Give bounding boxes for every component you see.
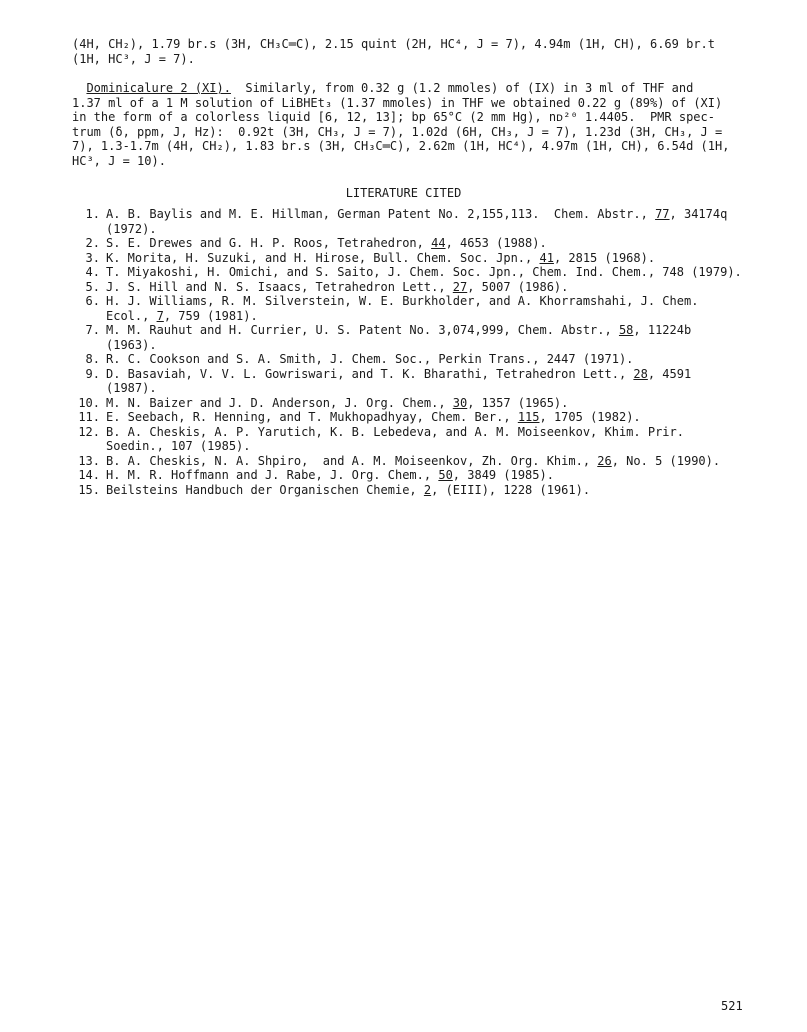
reference-number: 5.: [85, 279, 100, 294]
reference-part: K. Morita, H. Suzuki, and H. Hirose, Bull. Chem. Soc. Jpn.,: [106, 250, 540, 265]
reference-item: [60, 396, 760, 411]
reference-text: [106, 251, 655, 266]
reference-part: B. A. Cheskis, N. A. Shpiro, and A. M. Moiseenkov, Zh. Org. Khim.,: [106, 453, 598, 468]
reference-item: [60, 352, 760, 367]
reference-part: , 11224b: [633, 323, 692, 337]
reference-text: [106, 236, 547, 251]
volume-number: 44: [431, 236, 446, 250]
reference-item: [60, 367, 760, 396]
reference-part: , 4653 (1988).: [445, 236, 547, 250]
reference-number: 10.: [78, 395, 100, 410]
reference-part: Beilsteins Handbuch der Organischen Chemie,: [106, 482, 424, 497]
reference-text: [106, 280, 568, 295]
reference-item: [60, 454, 760, 469]
compound-heading: Dominicalure 2 (XI).: [86, 81, 231, 95]
reference-part: , 1705 (1982).: [539, 410, 641, 424]
reference-part: H. J. Williams, R. M. Silverstein, W. E. Burkholder, and A. Khorramshahi, J. Chem.: [106, 294, 699, 308]
text-line: (1H, HC³, J = 7).: [72, 51, 195, 66]
reference-text: [106, 410, 641, 425]
reference-number: 2.: [85, 236, 100, 250]
reference-part: , 1357 (1965).: [467, 395, 569, 410]
volume-number: 28: [633, 366, 648, 381]
reference-text: [106, 425, 684, 454]
reference-text: [106, 367, 691, 396]
reference-part: , 5007 (1986).: [467, 279, 569, 294]
reference-item: [60, 294, 760, 323]
volume-number: 7: [156, 308, 164, 323]
reference-part: S. E. Drewes and G. H. P. Roos, Tetrahedron,: [106, 236, 432, 250]
reference-part: D. Basaviah, V. V. L. Gowriswari, and T. K. Bharathi, Tetrahedron Lett.,: [106, 366, 634, 381]
reference-part: M. M. Rauhut and H. Currier, U. S. Patent No. 3,074,999, Chem. Abstr.,: [106, 323, 619, 337]
reference-item: [60, 207, 760, 236]
reference-number: 4.: [85, 265, 100, 279]
reference-number: 15.: [78, 482, 100, 497]
volume-number: 27: [452, 279, 468, 294]
reference-part: , 2815 (1968).: [553, 250, 656, 265]
reference-text: [106, 396, 568, 411]
dominicalure-paragraph: [72, 81, 744, 168]
reference-part: , 759 (1981).: [163, 308, 258, 323]
reference-text: [106, 323, 691, 352]
reference-text: [106, 454, 720, 469]
reference-part: T. Miyakoshi, H. Omichi, and S. Saito, J. Chem. Soc. Jpn., Chem. Ind. Chem., 748 (1979).: [106, 265, 742, 279]
volume-number: 26: [597, 453, 612, 468]
reference-number: 11.: [78, 410, 100, 424]
reference-number: 6.: [85, 294, 100, 308]
reference-part: Soedin., 107 (1985).: [106, 439, 251, 453]
reference-part: A. B. Baylis and M. E. Hillman, German Patent No. 2,155,113. Chem. Abstr.,: [106, 207, 656, 221]
text-line: 1.37 ml of a 1 M solution of LiBHEt₃ (1.37 mmoles) in THF we obtained 0.22 g (89%) of (XI): [72, 95, 723, 110]
text-line: 7), 1.3-1.7m (4H, CH₂), 1.83 br.s (3H, CH₃C═C), 2.62m (1H, HC⁴), 4.97m (1H, CH), 6.54d (1H,: [72, 139, 730, 153]
reference-item: [60, 323, 760, 352]
reference-item: [60, 251, 760, 266]
reference-item: [60, 265, 760, 280]
reference-part: (1987).: [106, 381, 157, 395]
reference-item: [60, 410, 760, 425]
reference-part: , 4591: [647, 366, 692, 381]
reference-part: J. S. Hill and N. S. Isaacs, Tetrahedron Lett.,: [106, 279, 453, 294]
volume-number: 115: [517, 410, 540, 424]
reference-text: [106, 207, 727, 236]
reference-number: 9.: [85, 366, 100, 381]
volume-number: 77: [655, 207, 670, 221]
reference-part: , 3849 (1985).: [452, 468, 554, 482]
volume-number: 30: [452, 395, 468, 410]
reference-number: 7.: [85, 323, 100, 337]
reference-number: 3.: [85, 250, 100, 265]
reference-list: [60, 207, 760, 497]
pmr-paragraph: [72, 37, 744, 66]
reference-part: M. N. Baizer and J. D. Anderson, J. Org. Chem.,: [106, 395, 453, 410]
reference-part: (1972).: [106, 221, 157, 236]
reference-part: (1963).: [106, 337, 157, 352]
reference-text: [106, 294, 698, 323]
reference-part: B. A. Cheskis, A. P. Yarutich, K. B. Lebedeva, and A. M. Moiseenkov, Khim. Prir.: [106, 424, 684, 439]
reference-part: , (EIII), 1228 (1961).: [431, 482, 591, 497]
reference-item: [60, 236, 760, 251]
reference-part: R. C. Cookson and S. A. Smith, J. Chem. Soc., Perkin Trans., 2447 (1971).: [106, 352, 634, 366]
volume-number: 2: [423, 482, 432, 497]
text-line: HC³, J = 10).: [72, 153, 166, 168]
reference-text: [106, 352, 633, 367]
reference-item: [60, 280, 760, 295]
text-line: in the form of a colorless liquid [6, 12, 13]; bp 65°C (2 mm Hg), nᴅ²⁰ 1.4405. PMR spec-: [72, 110, 715, 124]
volume-number: 58: [618, 323, 634, 337]
volume-number: 50: [438, 468, 453, 482]
reference-number: 8.: [85, 352, 100, 366]
reference-part: Ecol.,: [106, 308, 157, 323]
reference-item: [60, 425, 760, 454]
reference-number: 13.: [78, 453, 100, 468]
text-line: (4H, CH₂), 1.79 br.s (3H, CH₃C═C), 2.15 quint (2H, HC⁴, J = 7), 4.94m (1H, CH), 6.69 br.t: [72, 37, 715, 51]
reference-part: , 34174q: [669, 207, 728, 221]
reference-number: 14.: [78, 468, 100, 482]
reference-number: 12.: [78, 424, 100, 439]
reference-part: E. Seebach, R. Henning, and T. Mukhopadhyay, Chem. Ber.,: [106, 410, 518, 424]
reference-text: [106, 483, 590, 498]
page-number: 521: [721, 999, 743, 1013]
volume-number: 41: [539, 250, 554, 265]
reference-item: [60, 483, 760, 498]
reference-number: 1.: [85, 207, 100, 221]
text-line: trum (δ, ppm, J, Hz): 0.92t (3H, CH₃, J = 7), 1.02d (6H, CH₃, J = 7), 1.23d (3H, CH₃, J =: [72, 124, 723, 139]
reference-text: [106, 265, 742, 280]
reference-text: [106, 468, 554, 483]
reference-part: , No. 5 (1990).: [611, 453, 721, 468]
reference-item: [60, 468, 760, 483]
text-line: Similarly, from 0.32 g (1.2 mmoles) of (IX) in 3 ml of THF and: [230, 81, 694, 95]
reference-part: H. M. R. Hoffmann and J. Rabe, J. Org. Chem.,: [106, 468, 439, 482]
section-title: LITERATURE CITED: [345, 186, 462, 200]
